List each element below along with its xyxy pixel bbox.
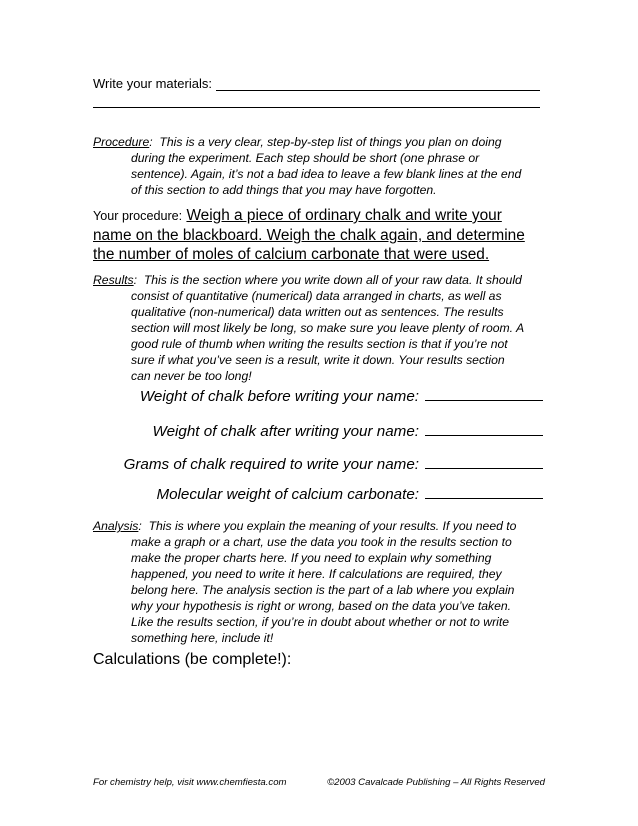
data-field-label: Grams of chalk required to write your name: bbox=[123, 456, 419, 473]
data-field-chalk-used bbox=[124, 455, 543, 473]
data-field-label: Molecular weight of calcium carbonate: bbox=[156, 486, 419, 503]
procedure-line-3: of this section to add things that you may have forgotten. bbox=[131, 183, 437, 197]
results-line-6: can never be too long! bbox=[131, 369, 252, 383]
your-procedure-label: Your procedure: bbox=[93, 209, 183, 223]
analysis-line-4: belong here. The analysis section is the part of a lab where you explain bbox=[131, 583, 515, 597]
results-line-5: sure if what you’ve seen is a result, write it down. Your results section bbox=[131, 353, 505, 367]
data-field-chalk-after bbox=[153, 422, 543, 440]
analysis-line-3: happened, you need to write it here. If calculations are required, they bbox=[131, 567, 502, 581]
results-line-4: good rule of thumb when writing the results section is that if you’re not bbox=[131, 337, 508, 351]
materials-blank-line[interactable] bbox=[216, 78, 540, 91]
procedure-line-2: sentence). Again, it’s not a bad idea to leave a few blank lines at the end bbox=[131, 167, 522, 181]
analysis-line-0: This is where you explain the meaning of your results. If you need to bbox=[148, 519, 517, 533]
procedure-heading: Procedure bbox=[93, 135, 150, 149]
footer-website: For chemistry help, visit www.chemfiesta.com bbox=[93, 777, 287, 788]
materials-row bbox=[93, 76, 540, 91]
analysis-line-2: make the proper charts here. If you need to explain why something bbox=[131, 551, 492, 565]
data-field-label: Weight of chalk after writing your name: bbox=[152, 423, 419, 440]
data-field-chalk-before bbox=[140, 387, 543, 405]
answer-blank-line[interactable] bbox=[425, 387, 543, 401]
data-field-molecular-weight bbox=[156, 485, 543, 503]
results-line-2: qualitative (non-numerical) data written out as sentences. The results bbox=[131, 305, 504, 319]
analysis-line-1: make a graph or a chart, use the data you took in the results section to bbox=[131, 535, 512, 549]
analysis-instructions: Analysis: This is where you explain the meaning of your results. If you need to make a graph or a chart, use the data you took in the results section to make the proper charts here. If you need to explain why something happened, you need to write it here. If calculations are required, they belong here. The analysis section is the part of a lab where you explain why your hypothesis is right or wrong, based on the data you’ve taken. Like the results section, if you’re in doubt about whether or not to write something here, include it! bbox=[93, 518, 543, 646]
analysis-line-5: why your hypothesis is right or wrong, based on the data you’ve taken. bbox=[131, 599, 512, 613]
data-field-label: Weight of chalk before writing your name: bbox=[139, 388, 419, 405]
results-instructions: Results: This is the section where you write down all of your raw data. It should consist of quantitative (numerical) data arranged in charts, as well as qualitative (non-numerical) data written out as sentences. The results section will most likely be long, so make sure you leave plenty of room. A good rule of thumb when writing the results section is that if you’re not sure if what you’ve seen is a result, write it down. Your results section can never be too long! bbox=[93, 272, 543, 384]
analysis-line-6: Like the results section, if you’re in doubt about whether or not to write bbox=[131, 615, 510, 629]
procedure-line-0: This is a very clear, step-by-step list of things you plan on doing bbox=[159, 135, 502, 149]
analysis-heading: Analysis bbox=[93, 519, 139, 533]
procedure-line-1: during the experiment. Each step should be short (one phrase or bbox=[131, 151, 480, 165]
answer-blank-line[interactable] bbox=[425, 422, 543, 436]
results-line-3: section will most likely be long, so make sure you leave plenty of room. A bbox=[131, 321, 525, 335]
materials-blank-line-2[interactable] bbox=[93, 107, 540, 108]
results-line-0: This is the section where you write down all of your raw data. It should bbox=[143, 273, 522, 287]
calculations-heading: Calculations (be complete!): bbox=[93, 651, 292, 668]
your-procedure bbox=[93, 206, 543, 264]
results-heading: Results bbox=[93, 273, 134, 287]
procedure-instructions: Procedure: This is a very clear, step-by-step list of things you plan on doing during the experiment. Each step should be short (one phrase or sentence). Again, it’s not a bad idea to leave a few blank lines at the end of this section to add things that you may have forgotten. bbox=[93, 134, 543, 198]
your-procedure-answer: Weigh a piece of ordinary chalk and write your name on the blackboard. Weigh the chalk again, and determine the number of moles of calcium carbonate that were used. bbox=[93, 207, 525, 263]
answer-blank-line[interactable] bbox=[425, 455, 543, 469]
analysis-line-7: something here, include it! bbox=[131, 631, 274, 645]
results-line-1: consist of quantitative (numerical) data arranged in charts, as well as bbox=[131, 289, 502, 303]
footer-copyright: ©2003 Cavalcade Publishing – All Rights Reserved bbox=[327, 777, 545, 788]
answer-blank-line[interactable] bbox=[425, 485, 543, 499]
materials-label: Write your materials: bbox=[93, 76, 212, 91]
